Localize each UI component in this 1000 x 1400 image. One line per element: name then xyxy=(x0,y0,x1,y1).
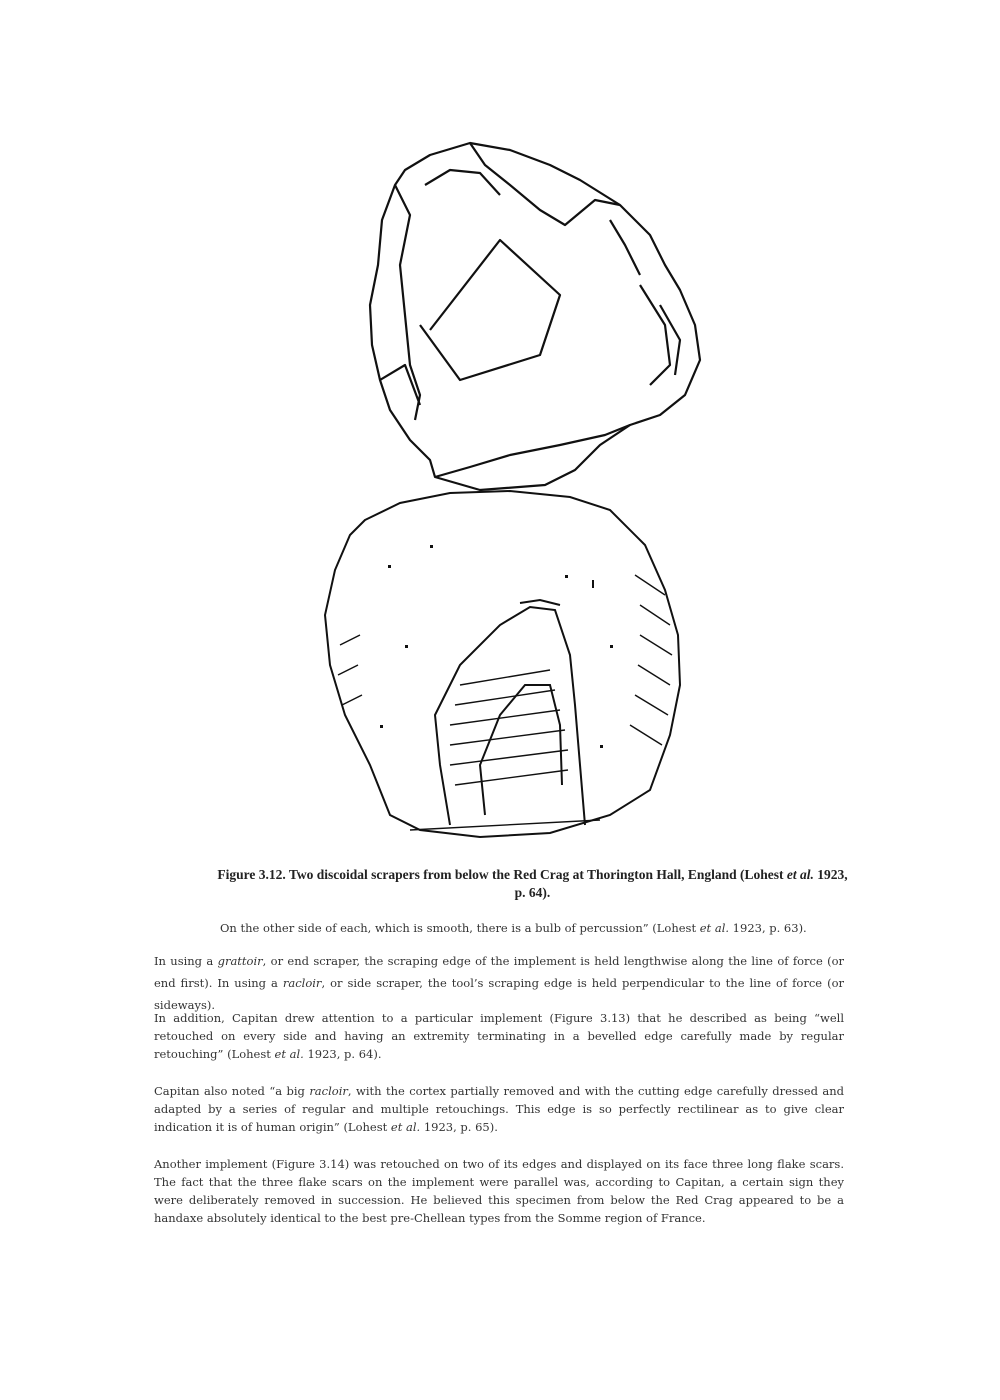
caption-text-b: 1923, p. 64). xyxy=(514,867,848,900)
p0-text-b: 1923, p. 63). xyxy=(729,921,807,935)
paragraph-0 xyxy=(220,917,844,939)
p1-racloir: racloir xyxy=(282,976,322,990)
upper-scraper xyxy=(370,143,700,490)
p1-text-b: , or end scraper, the scraping edge of the implement is held lengthwise along the line of force (or end first). In using a xyxy=(154,954,845,990)
p3-et-al: et al. xyxy=(390,1120,421,1134)
p2-et-al: et al. xyxy=(274,1047,304,1061)
p2-text-b: 1923, p. 64). xyxy=(303,1047,382,1061)
paragraph-1 xyxy=(154,950,844,1016)
p2-text-a: In addition, Capitan drew attention to a particular implement (Figure 3.13) that he described as being “well retouched on every side and having an extremity terminating in a bevelled edge carefully made by regular retouching” (Lohest xyxy=(154,1011,844,1061)
lower-scraper xyxy=(325,491,680,837)
p0-text-a: On the other side of each, which is smooth, there is a bulb of percussion” (Lohest xyxy=(220,921,700,935)
scrapers-illustration xyxy=(310,125,710,850)
p1-grattoir: grattoir xyxy=(217,954,263,968)
p1-text-c: , or side scraper, the tool’s scraping edge is held perpendicular to the line of force (or sideways). xyxy=(154,976,844,1012)
caption-text-a: Figure 3.12. Two discoidal scrapers from below the Red Crag at Thorington Hall, England (Lohest xyxy=(217,867,787,882)
p3-text-a: Capitan also noted “a big xyxy=(154,1084,310,1098)
p3-racloir: racloir xyxy=(309,1084,348,1098)
p1-text-a: In using a xyxy=(154,954,218,968)
figure-caption xyxy=(215,866,850,902)
paragraph-2 xyxy=(154,1009,844,1063)
caption-et-al: et al. xyxy=(786,867,814,882)
paragraph-4: Another implement (Figure 3.14) was retouched on two of its edges and displayed on its face three long flake scars. The fact that the three flake scars on the implement were parallel was, according to Capitan, a certain sign they were deliberately removed in succession. He believed this specimen from below the Red Crag appeared to be a handaxe absolutely identical to the best pre-Chellean types from the Somme region of France. xyxy=(154,1157,844,1225)
p3-text-b: , with the cortex partially removed and with the cutting edge carefully dressed and adapted by a series of regular and multiple retouchings. This edge is so perfectly rectilinear as to give clear indication it is of human origin” (Lohest xyxy=(154,1084,844,1134)
figure-drawing xyxy=(310,125,710,850)
p3-text-c: 1923, p. 65). xyxy=(420,1120,498,1134)
paragraph-3 xyxy=(154,1082,844,1136)
p0-et-al: et al. xyxy=(699,921,730,935)
